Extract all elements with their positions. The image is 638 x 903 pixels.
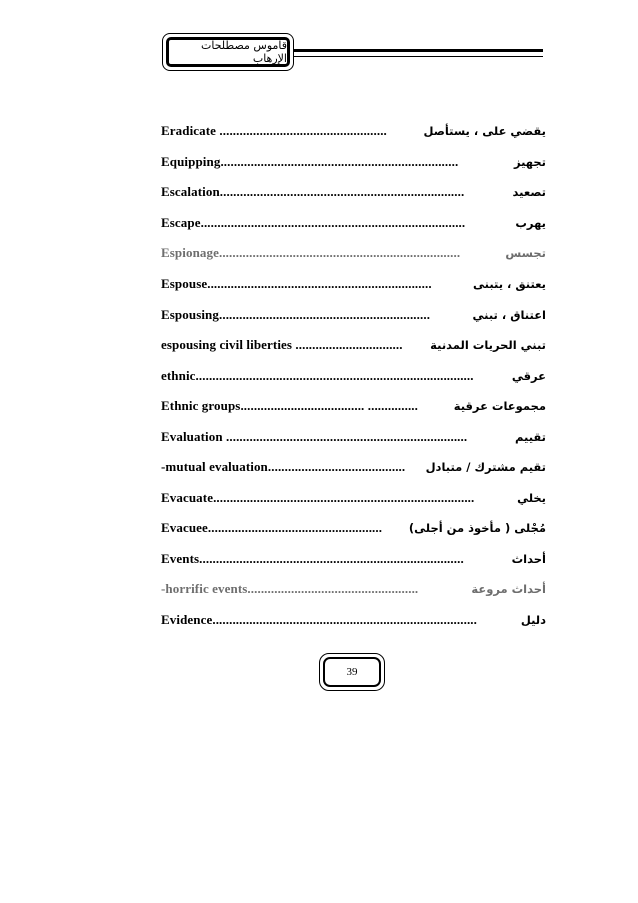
arabic-translation: تقيم مشترك / متبادل xyxy=(425,460,546,475)
glossary-entry xyxy=(161,116,546,147)
glossary-entry xyxy=(161,360,546,391)
header-title-box xyxy=(162,33,294,71)
arabic-translation: تبني الحريات المدنية xyxy=(430,338,546,353)
arabic-translation: مُجْلى ( مأخوذ من أجلى) xyxy=(408,521,546,536)
glossary-entry xyxy=(161,238,546,269)
glossary-entry xyxy=(161,483,546,514)
english-term: Equipping....................................................................... xyxy=(161,153,459,169)
glossary-entry xyxy=(161,574,546,605)
arabic-translation: يقضي على ، يستأصل xyxy=(423,124,546,139)
english-term: ethnic................................................................................... xyxy=(161,367,474,383)
english-term: Evacuate.............................................................................. xyxy=(161,489,475,505)
header-double-rule xyxy=(294,49,543,57)
english-term: Ethnic groups..................................... ............... xyxy=(161,398,418,414)
glossary-entry xyxy=(161,269,546,300)
english-term: Evaluation ........................................................................ xyxy=(161,428,468,444)
english-term: Evacuee.................................................... xyxy=(161,520,383,536)
glossary-entry xyxy=(161,208,546,239)
english-term: Escalation......................................................................... xyxy=(161,184,465,200)
arabic-translation: أحداث مروعة xyxy=(471,582,546,597)
english-term: Espouse................................................................... xyxy=(161,276,432,291)
page-number-box xyxy=(319,653,385,691)
english-term: Escape............................................................................... xyxy=(161,214,466,230)
glossary-entry xyxy=(161,452,546,483)
glossary-entry xyxy=(161,421,546,452)
arabic-translation: عرقي xyxy=(511,368,546,383)
arabic-translation: تجسس xyxy=(505,246,546,261)
arabic-translation: تقييم xyxy=(514,429,546,444)
arabic-translation: دليل xyxy=(520,613,546,628)
page-number: 39 xyxy=(323,657,381,687)
english-term: Eradicate .................................................. xyxy=(161,123,387,139)
arabic-translation: تجهيز xyxy=(513,154,546,169)
english-term: Evidence............................................................................... xyxy=(161,612,478,628)
arabic-translation: يخلي xyxy=(517,490,546,505)
glossary-entry xyxy=(161,147,546,178)
arabic-translation: أحداث xyxy=(511,551,546,566)
arabic-translation: يعتنق ، يتبنى xyxy=(473,277,546,291)
english-term: espousing civil liberties ................................ xyxy=(161,337,403,353)
english-term: -horrific events................................................... xyxy=(161,581,419,597)
english-term: Espousing............................................................... xyxy=(161,306,431,322)
english-term: -mutual evaluation......................................... xyxy=(161,459,406,475)
arabic-translation: تصعيد xyxy=(512,185,546,200)
glossary-entries xyxy=(161,116,546,635)
glossary-entry xyxy=(161,544,546,575)
glossary-entry xyxy=(161,391,546,422)
arabic-translation: مجموعات عرقية xyxy=(453,399,546,414)
english-term: Events............................................................................... xyxy=(161,550,464,566)
english-term: Espionage........................................................................ xyxy=(161,245,461,261)
header-title: قاموس مصطلحات الإرهاب xyxy=(166,37,290,67)
glossary-entry xyxy=(161,513,546,544)
glossary-entry xyxy=(161,299,546,330)
glossary-entry xyxy=(161,330,546,361)
glossary-entry xyxy=(161,605,546,636)
arabic-translation: يهرب xyxy=(515,215,546,230)
arabic-translation: اعتناق ، تبني xyxy=(472,307,546,322)
glossary-entry xyxy=(161,177,546,208)
